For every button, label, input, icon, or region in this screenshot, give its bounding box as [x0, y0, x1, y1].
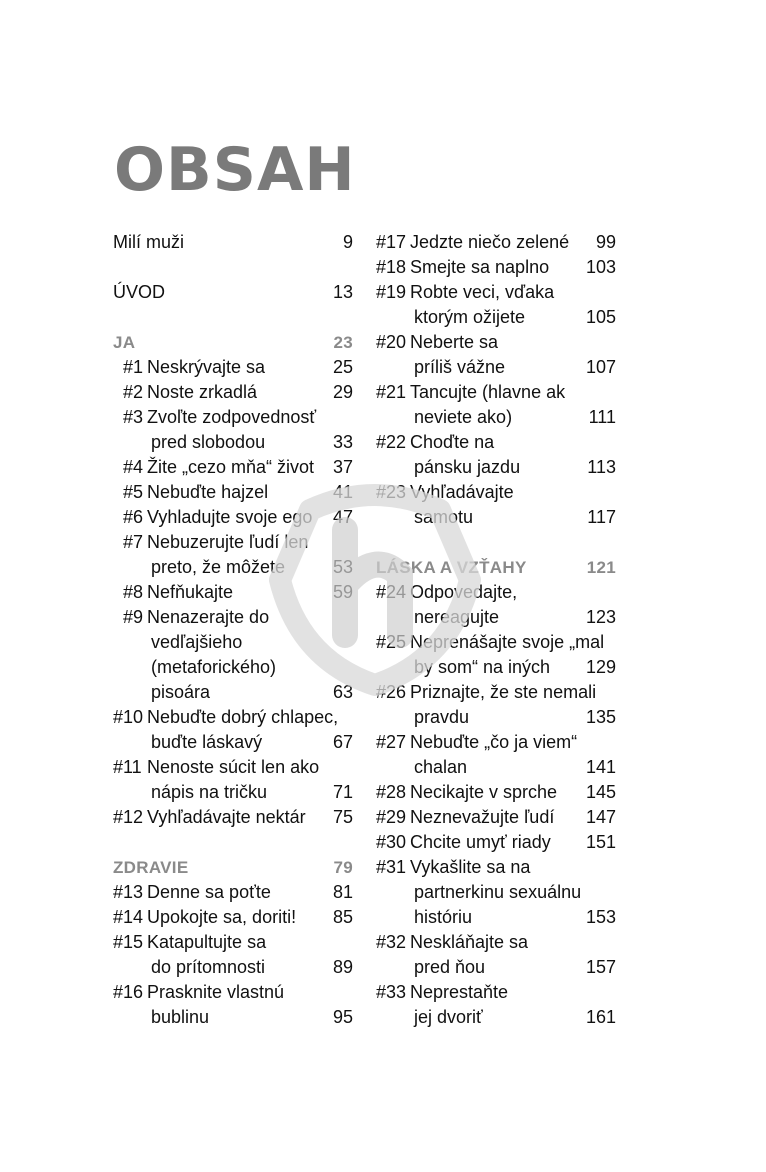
toc-page-number: 141 [585, 757, 616, 777]
toc-entry-title: nereagujte [414, 607, 500, 627]
toc-entry [113, 605, 353, 630]
toc-entry-number: #23 [376, 482, 407, 502]
toc-entry [376, 980, 616, 1005]
toc-entry-title: Denne sa poťte [147, 882, 271, 902]
toc-page-number: 157 [585, 957, 616, 977]
toc-page-number: 123 [585, 607, 616, 627]
toc-page-number: 41 [332, 482, 353, 502]
toc-entry-title: Nefňukajte [147, 582, 234, 602]
toc-page-number: 13 [332, 282, 353, 302]
toc-entry [113, 380, 353, 405]
toc-page-number: 153 [585, 907, 616, 927]
toc-entry [113, 905, 353, 930]
toc-entry-continuation [113, 555, 353, 580]
toc-entry-continuation [376, 405, 616, 430]
toc-page-number: 25 [332, 357, 353, 377]
toc-entry-title: Žite „cezo mňa“ život [147, 457, 315, 477]
toc-entry-title: Zvoľte zodpovednosť [147, 407, 317, 427]
toc-entry [113, 755, 353, 780]
toc-entry-number: #15 [113, 932, 144, 952]
toc-entry-number: #16 [113, 982, 144, 1002]
toc-entry-title: Vykašlite sa na [410, 857, 531, 877]
toc-entry-continuation [376, 455, 616, 480]
toc-entry-title: vedľajšieho [151, 632, 243, 652]
toc-entry [113, 530, 353, 555]
toc-entry-title: do prítomnosti [151, 957, 266, 977]
toc-entry-continuation [376, 955, 616, 980]
toc-page-number: 37 [332, 457, 353, 477]
toc-entry-title: Nebuzerujte ľudí len [147, 532, 309, 552]
toc-entry-number: #19 [376, 282, 407, 302]
toc-page-number: 75 [332, 807, 353, 827]
toc-entry-continuation [113, 430, 353, 455]
toc-entry-continuation [376, 705, 616, 730]
toc-entry-number: #11 [113, 757, 142, 777]
toc-entry-title: pisoára [151, 682, 211, 702]
toc-page-number: 161 [585, 1007, 616, 1027]
toc-entry-continuation [376, 905, 616, 930]
toc-entry [376, 855, 616, 880]
toc-entry-number: #27 [376, 732, 407, 752]
toc-page-number: 121 [586, 558, 616, 577]
toc-entry-title: pravdu [414, 707, 470, 727]
toc-entry [113, 355, 353, 380]
toc-entry [376, 580, 616, 605]
toc-entry-title: Choďte na [410, 432, 495, 452]
toc-page-number: 33 [332, 432, 353, 452]
toc-entry-title: Vyhladujte svoje ego [147, 507, 313, 527]
toc-page-number: 107 [585, 357, 616, 377]
toc-section-title: JA [113, 333, 136, 352]
toc-entry-title: Necikajte v sprche [410, 782, 558, 802]
toc-entry-title: pred ňou [414, 957, 486, 977]
toc-page-number: 105 [585, 307, 616, 327]
toc-entry-title: Neskláňajte sa [410, 932, 529, 952]
toc-entry-title: Neprestaňte [410, 982, 509, 1002]
toc-entry [113, 930, 353, 955]
toc-spacer [113, 830, 353, 855]
toc-entry-number: #20 [376, 332, 407, 352]
toc-entry [113, 580, 353, 605]
toc-right-column [376, 230, 616, 1030]
toc-entry-title: Neznevažujte ľudí [410, 807, 555, 827]
toc-section-title: LÁSKA A VZŤAHY [376, 558, 527, 577]
toc-entry-title: Prasknite vlastnú [147, 982, 285, 1002]
toc-entry-number: #26 [376, 682, 407, 702]
toc-entry-number: #25 [376, 632, 407, 652]
toc-entry [376, 630, 616, 655]
toc-entry-title: Vyhľadávajte nektár [147, 807, 306, 827]
toc-page-number: 113 [587, 457, 616, 477]
toc-entry-title: Nenazerajte do [147, 607, 270, 627]
toc-entry-continuation [113, 730, 353, 755]
toc-entry-title: Smejte sa naplno [410, 257, 550, 277]
toc-entry-number: #32 [376, 932, 407, 952]
toc-page-number: 9 [342, 232, 353, 252]
toc-entry [376, 280, 616, 305]
toc-entry-title: neviete ako) [414, 407, 513, 427]
toc-entry [113, 505, 353, 530]
toc-entry [376, 230, 616, 255]
toc-page-number: 29 [332, 382, 353, 402]
toc-entry-title: Priznajte, že ste nemali [410, 682, 597, 702]
toc-page-number: 53 [332, 557, 353, 577]
toc-entry [376, 780, 616, 805]
toc-page-number: 67 [332, 732, 353, 752]
toc-section-heading [113, 855, 353, 880]
toc-entry [113, 455, 353, 480]
toc-page-number: 71 [332, 782, 353, 802]
toc-entry-continuation [113, 780, 353, 805]
toc-entry-title: Milí muži [113, 232, 184, 252]
toc-entry-title: partnerkinu sexuálnu [414, 882, 582, 902]
toc-entry-title: Nebuďte dobrý chlapec, [147, 707, 339, 727]
toc-entry-title: Chcite umyť riady [410, 832, 551, 852]
toc-spacer [113, 305, 353, 330]
toc-entry-title: Nebuďte „čo ja viem“ [410, 732, 578, 752]
toc-page-number: 79 [333, 858, 353, 877]
toc-page-number: 135 [585, 707, 616, 727]
toc-entry-number: #1 [123, 357, 144, 377]
toc-entry-title: Vyhľadávajte [410, 482, 514, 502]
toc-page-number: 151 [585, 832, 616, 852]
toc-entry-title: (metaforického) [151, 657, 277, 677]
toc-entry-continuation [376, 880, 616, 905]
page-title: OBSAH [114, 135, 356, 205]
toc-entry [376, 680, 616, 705]
toc-entry-title: Upokojte sa, doriti! [147, 907, 297, 927]
toc-entry-number: #31 [376, 857, 407, 877]
toc-entry [376, 930, 616, 955]
toc-entry-title: Neskrývajte sa [147, 357, 266, 377]
toc-page-number: 99 [595, 232, 616, 252]
toc-entry-title: Nebuďte hajzel [147, 482, 269, 502]
toc-left-column [113, 230, 353, 1030]
toc-spacer [113, 255, 353, 280]
toc-entry-continuation [113, 630, 353, 655]
toc-entry-title: Noste zrkadlá [147, 382, 258, 402]
toc-entry-number: #33 [376, 982, 407, 1002]
toc-entry-number: #24 [376, 582, 407, 602]
toc-section-title: ZDRAVIE [113, 858, 189, 877]
toc-entry-title: históriu [414, 907, 473, 927]
toc-entry-title: Neprenášajte svoje „mal [410, 632, 605, 652]
toc-page-number: 129 [585, 657, 616, 677]
toc-page-number: 147 [585, 807, 616, 827]
toc-entry-title: bublinu [151, 1007, 210, 1027]
toc-page-number: 81 [332, 882, 353, 902]
toc-entry-title: Tancujte (hlavne ak [410, 382, 566, 402]
toc-entry-number: #18 [376, 257, 407, 277]
toc-entry-continuation [376, 355, 616, 380]
toc-entry [113, 230, 353, 255]
toc-page-number: 63 [332, 682, 353, 702]
toc-entry-number: #6 [123, 507, 144, 527]
toc-entry-number: #8 [123, 582, 144, 602]
toc-page-number: 145 [585, 782, 616, 802]
toc-entry [376, 480, 616, 505]
toc-entry-continuation [376, 505, 616, 530]
toc-page-number: 85 [332, 907, 353, 927]
toc-entry-title: samotu [414, 507, 474, 527]
toc-page-number: 23 [333, 333, 353, 352]
toc-entry-title: príliš vážne [414, 357, 506, 377]
toc-entry-title: Jedzte niečo zelené [410, 232, 570, 252]
toc-entry-title: nápis na tričku [151, 782, 268, 802]
toc-entry-title: preto, že môžete [151, 557, 286, 577]
toc-spacer [376, 530, 616, 555]
toc-entry [113, 980, 353, 1005]
toc-entry-continuation [376, 305, 616, 330]
toc-entry-number: #14 [113, 907, 144, 927]
toc-entry-number: #28 [376, 782, 407, 802]
toc-entry-title: buďte láskavý [151, 732, 263, 752]
toc-entry-number: #2 [123, 382, 144, 402]
toc-entry [113, 705, 353, 730]
toc-page-number: 47 [332, 507, 353, 527]
toc-entry-number: #4 [123, 457, 144, 477]
toc-entry [113, 405, 353, 430]
toc-entry-title: Nenoste súcit len ako [147, 757, 320, 777]
toc-page-number: 95 [332, 1007, 353, 1027]
toc-page-number: 103 [585, 257, 616, 277]
toc-entry-title: Neberte sa [410, 332, 499, 352]
toc-entry-continuation [376, 755, 616, 780]
toc-entry-title: chalan [414, 757, 468, 777]
toc-entry-continuation [113, 955, 353, 980]
toc-entry-number: #12 [113, 807, 144, 827]
toc-entry-number: #29 [376, 807, 407, 827]
toc-entry-continuation [113, 1005, 353, 1030]
toc-entry [376, 805, 616, 830]
toc-entry-number: #10 [113, 707, 144, 727]
toc-page-number: 59 [332, 582, 353, 602]
toc-entry-title: jej dvoriť [414, 1007, 483, 1027]
toc-entry [376, 255, 616, 280]
toc-entry [113, 880, 353, 905]
toc-entry [376, 830, 616, 855]
toc-entry-number: #17 [376, 232, 407, 252]
toc-entry-title: by som“ na iných [414, 657, 551, 677]
toc-entry-title: ÚVOD [113, 282, 166, 302]
toc-entry-number: #7 [123, 532, 144, 552]
toc-entry [113, 480, 353, 505]
toc-entry-title: pánsku jazdu [414, 457, 521, 477]
toc-page-number: 89 [332, 957, 353, 977]
toc-entry [113, 280, 353, 305]
toc-entry-continuation [376, 605, 616, 630]
toc-page-number: 111 [588, 407, 616, 427]
toc-entry-number: #3 [123, 407, 144, 427]
toc-entry [113, 805, 353, 830]
toc-section-heading [113, 330, 353, 355]
toc-page-number: 117 [587, 507, 616, 527]
toc-entry [376, 330, 616, 355]
toc-section-heading [376, 555, 616, 580]
toc-entry-number: #22 [376, 432, 407, 452]
toc-entry-continuation [113, 655, 353, 680]
toc-entry [376, 730, 616, 755]
toc-entry-continuation [376, 1005, 616, 1030]
toc-entry-title: ktorým ožijete [414, 307, 526, 327]
toc-entry-title: Katapultujte sa [147, 932, 267, 952]
toc-entry [376, 430, 616, 455]
toc-entry-continuation [376, 655, 616, 680]
toc-entry-title: pred slobodou [151, 432, 266, 452]
toc-entry-number: #9 [123, 607, 144, 627]
toc-entry-number: #21 [376, 382, 407, 402]
toc-entry-title: Odpovedajte, [410, 582, 518, 602]
toc-entry-number: #5 [123, 482, 144, 502]
toc-entry-continuation [113, 680, 353, 705]
toc-entry-number: #13 [113, 882, 144, 902]
toc-entry-title: Robte veci, vďaka [410, 282, 555, 302]
toc-entry [376, 380, 616, 405]
toc-entry-number: #30 [376, 832, 407, 852]
